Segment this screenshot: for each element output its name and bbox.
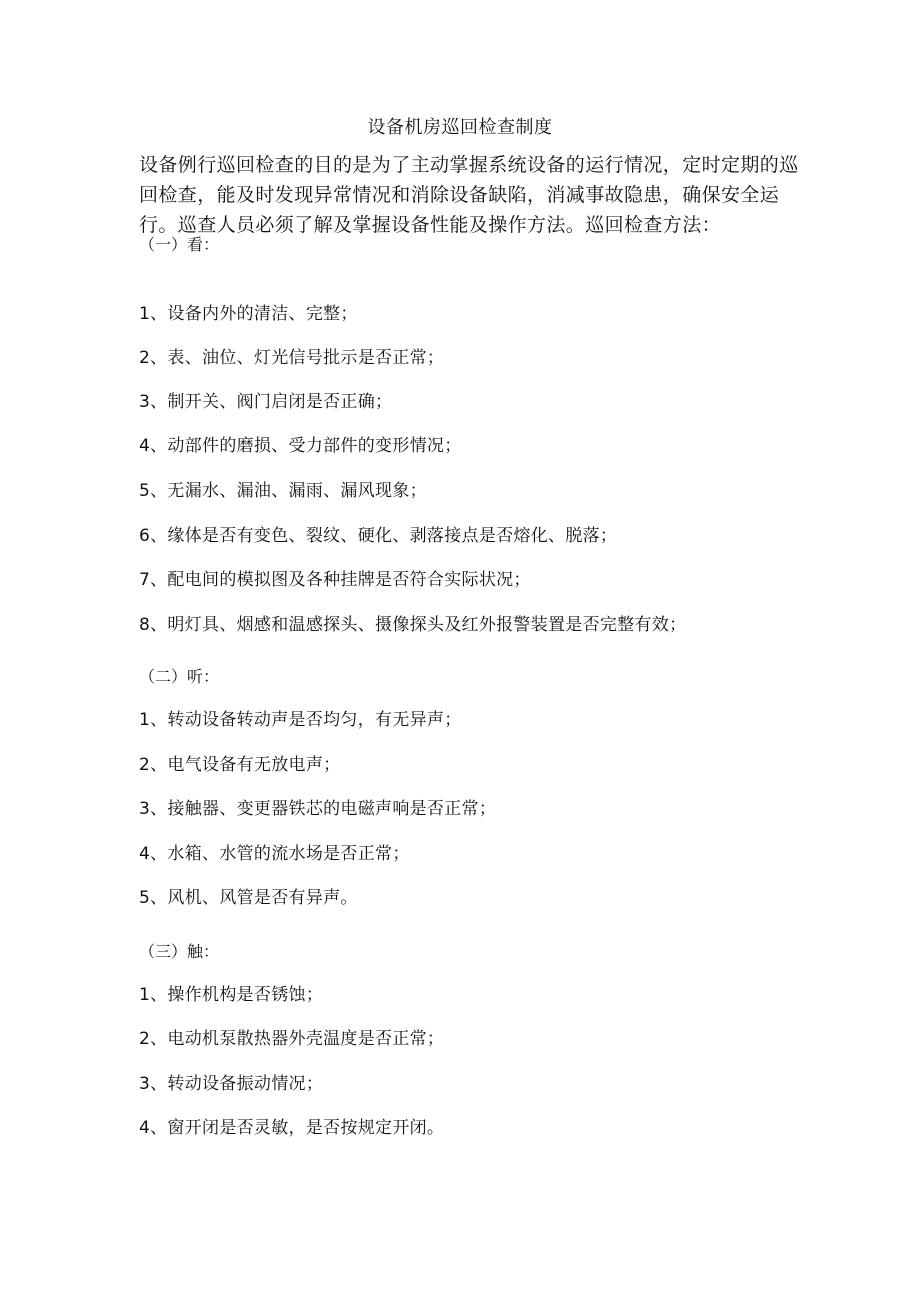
list-item: 4、动部件的磨损、受力部件的变形情况； [139,436,462,456]
list-item: 5、风机、风管是否有异声。 [139,888,358,908]
section-heading-listen: （二）听： [139,667,220,686]
list-item: 4、水箱、水管的流水场是否正常； [139,844,410,864]
document-title: 设备机房巡回检查制度 [367,117,553,138]
list-item: 3、制开关、阀门启闭是否正确； [139,392,393,412]
list-item: 3、转动设备振动情况； [139,1074,324,1094]
intro-line: 回检查，能及时发现异常情况和消除设备缺陷，消减事故隐患，确保安全运 [139,184,780,206]
section-heading-touch: （三）触： [139,942,220,961]
list-item: 7、配电间的模拟图及各种挂牌是否符合实际状况； [139,570,531,590]
list-item: 2、电气设备有无放电声； [139,755,341,775]
list-item: 4、窗开闭是否灵敏，是否按规定开闭。 [139,1118,445,1138]
intro-line: 行。巡查人员必须了解及掌握设备性能及操作方法。巡回检查方法： [139,214,722,236]
section-heading-look: （一）看： [139,235,220,254]
list-item: 1、设备内外的清洁、完整； [139,304,358,324]
intro-line: 设备例行巡回检查的目的是为了主动掌握系统设备的运行情况，定时定期的巡 [139,154,799,176]
list-item: 2、电动机泵散热器外壳温度是否正常； [139,1029,445,1049]
list-item: 1、操作机构是否锈蚀； [139,985,324,1005]
intro-paragraph [139,150,799,240]
list-item: 8、明灯具、烟感和温感探头、摄像探头及红外报警装置是否完整有效； [139,615,687,635]
list-item: 1、转动设备转动声是否均匀，有无异声； [139,710,462,730]
list-item: 6、缘体是否有变色、裂纹、硬化、剥落接点是否熔化、脱落； [139,526,618,546]
list-item: 2、表、油位、灯光信号批示是否正常； [139,348,445,368]
list-item: 3、接触器、变更器铁芯的电磁声响是否正常； [139,799,497,819]
list-item: 5、无漏水、漏油、漏雨、漏风现象； [139,481,427,501]
